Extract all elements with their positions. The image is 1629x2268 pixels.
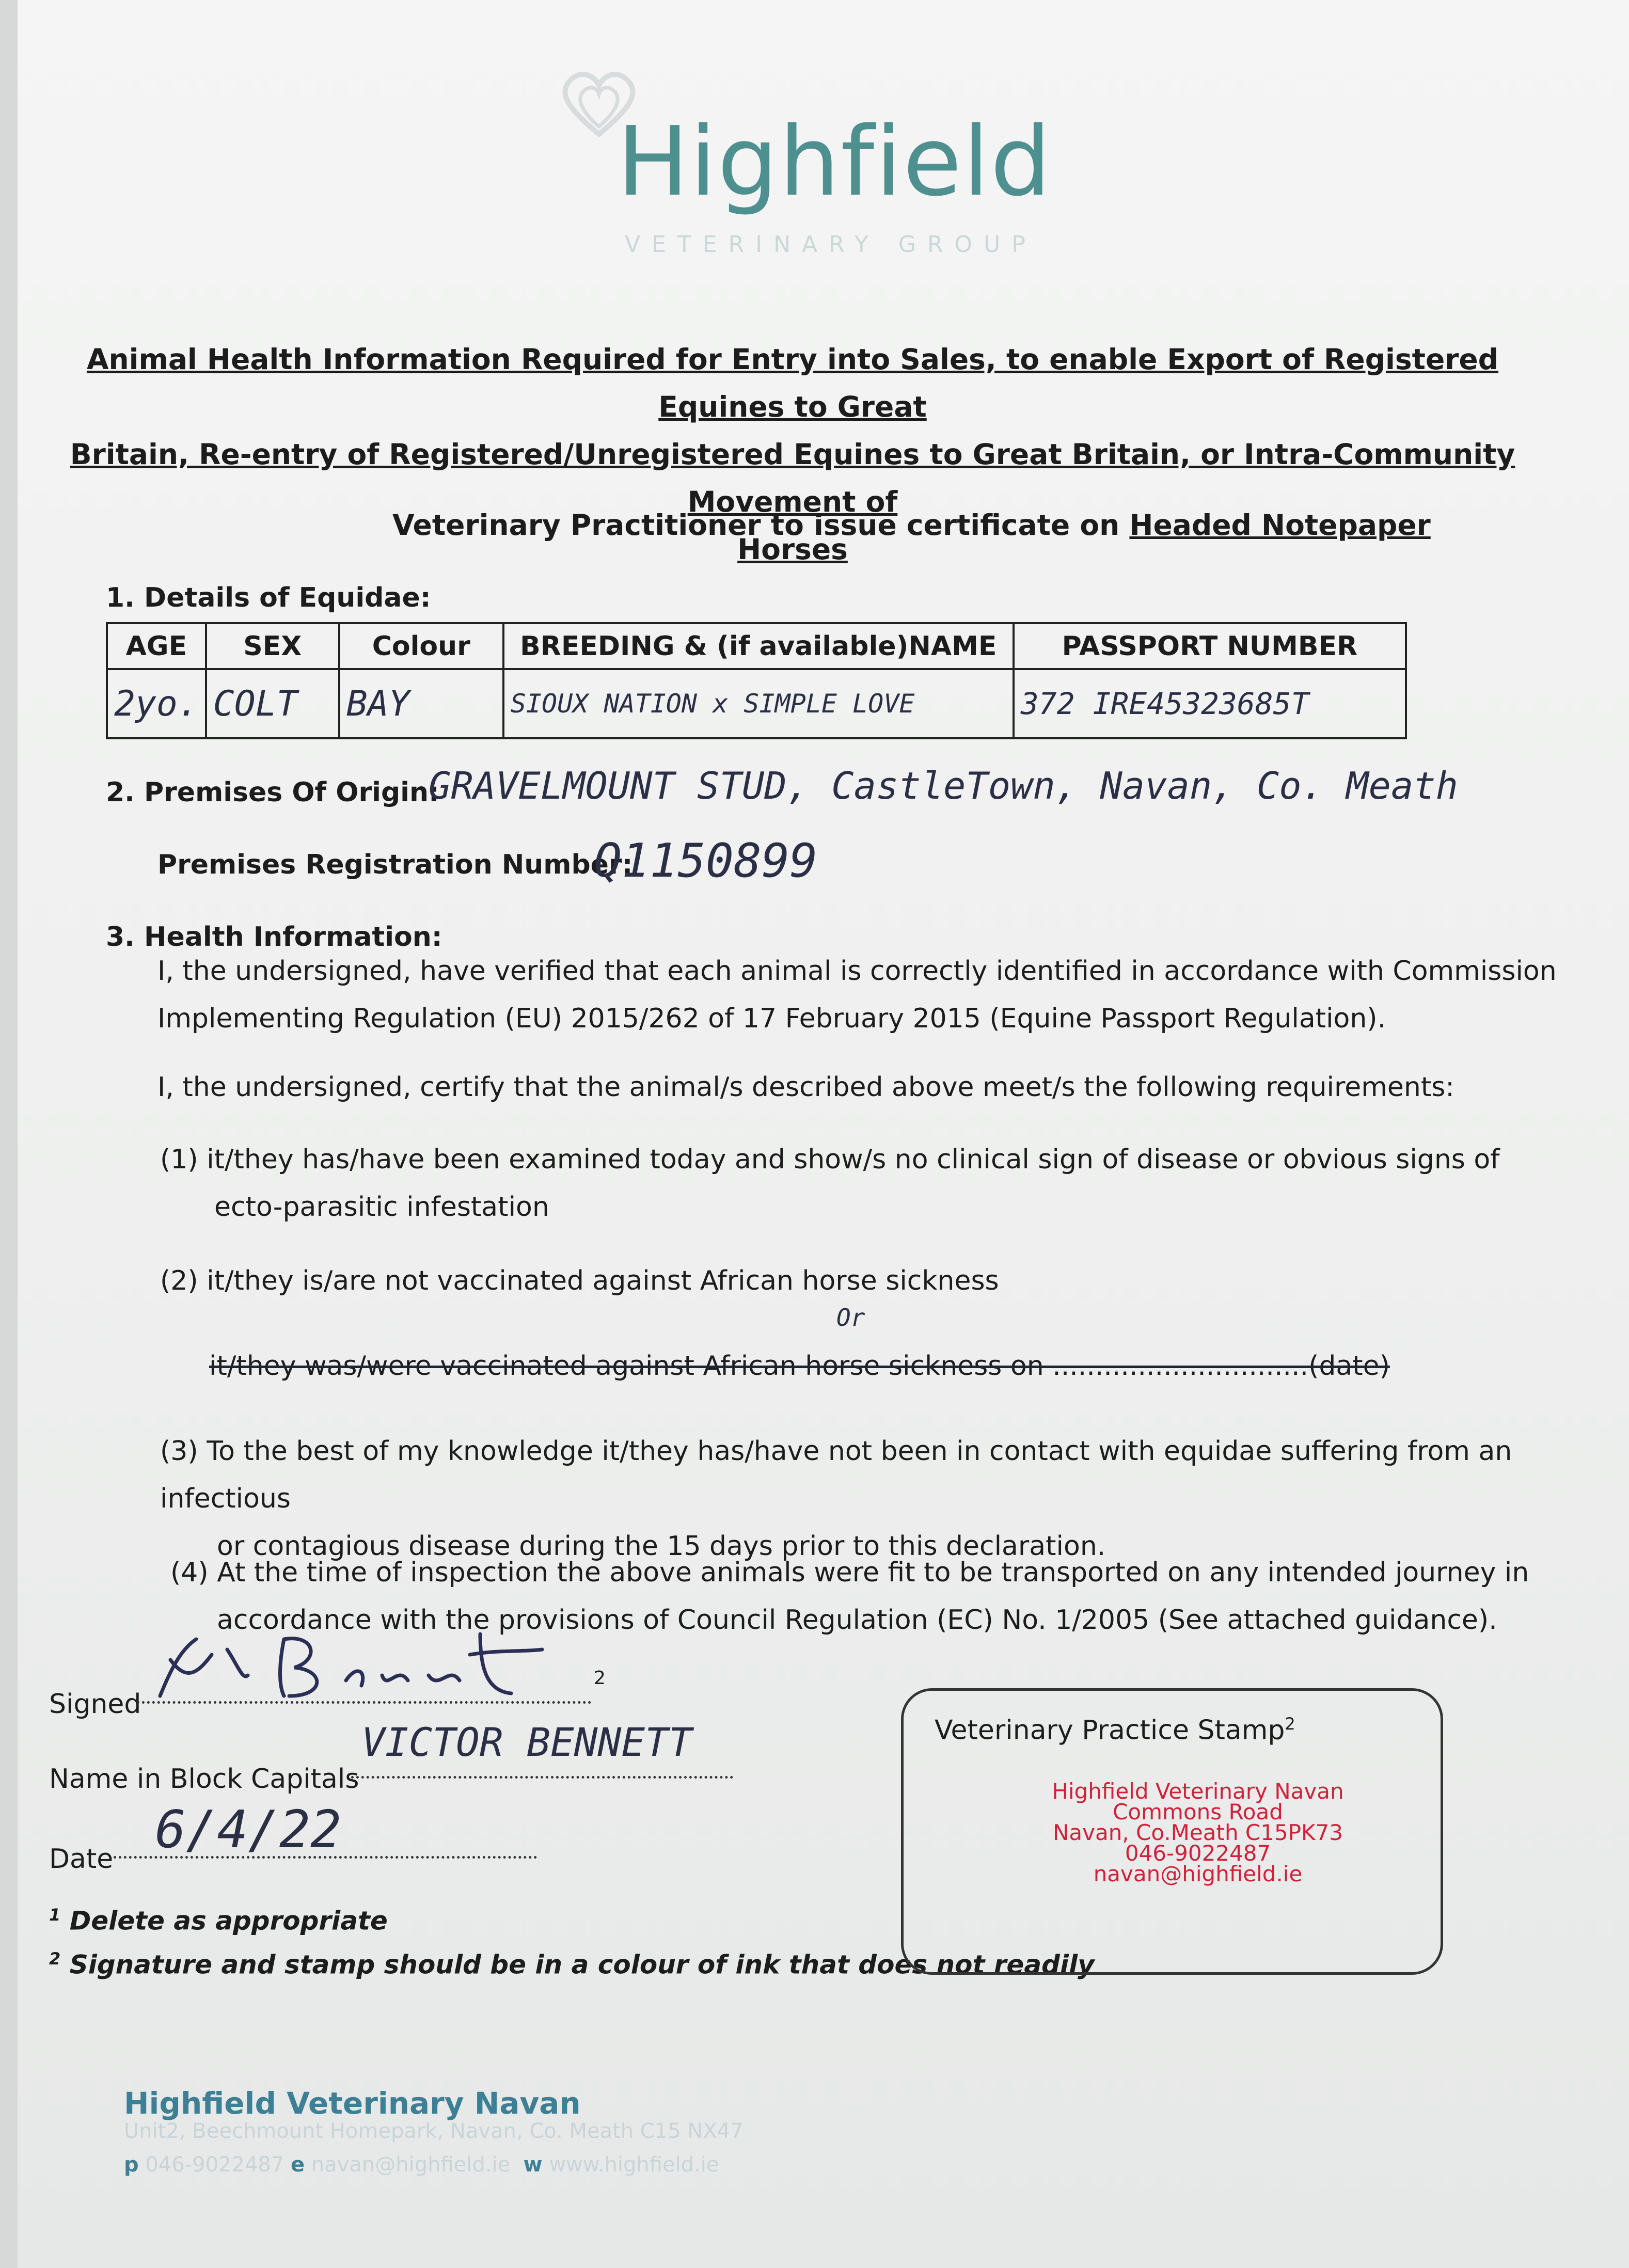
col-breeding-header: BREEDING & (if available)NAME xyxy=(503,623,1014,669)
signed-footnote-ref: 2 xyxy=(594,1668,606,1689)
requirement-line: or contagious disease during the 15 days prior to this declaration. xyxy=(217,1531,1106,1562)
logo-subtitle: VETERINARY GROUP xyxy=(625,231,1037,258)
requirement-line: ecto-parasitic infestation xyxy=(214,1192,549,1223)
instruction-heading xyxy=(392,509,1431,542)
title-line: Britain, Re-entry of Registered/Unregistered Equines to Great Britain, or Intra-Community Movement of xyxy=(70,438,1515,518)
footnote-2-marker: 2 xyxy=(49,1949,61,1969)
verification-paragraph xyxy=(157,947,1557,1042)
registration-label: Premises Registration Number: xyxy=(157,849,633,880)
breeding-cell: SIOUX NATION x SIMPLE LOVE xyxy=(503,669,1014,738)
age-cell: 2yo. xyxy=(107,669,206,738)
section-2-heading: 2. Premises Of Origin: xyxy=(106,777,439,808)
name-label: Name in Block Capitals xyxy=(49,1764,359,1795)
requirement-line xyxy=(160,1136,1500,1183)
paragraph-line: I, the undersigned, have verified that each animal is correctly identified in accordance with Commission xyxy=(157,956,1557,987)
requirement-2-alternative: it/they was/were vaccinated against African horse sickness on ..............................(date) xyxy=(209,1351,1390,1382)
stamp-line: Navan, Co.Meath C15PK73 xyxy=(1052,1820,1343,1845)
stamp-line: 046-9022487 xyxy=(1125,1841,1271,1866)
requirement-line: accordance with the provisions of Council Regulation (EC) No. 1/2005 (See attached guidance). xyxy=(217,1605,1497,1636)
registration-value: Q1150899 xyxy=(594,834,818,888)
title-line: Animal Health Information Required for Entry into Sales, to enable Export of Registered Equines to Great xyxy=(86,343,1499,423)
certify-paragraph: I, the undersigned, certify that the animal/s described above meet/s the following requirements: xyxy=(157,1072,1454,1103)
date-label: Date xyxy=(49,1844,114,1875)
practice-stamp xyxy=(960,1781,1435,1884)
footer-email: navan@highfield.ie xyxy=(311,2153,511,2177)
name-value: VICTOR BENNETT xyxy=(361,1719,692,1765)
requirement-1-text: has/have been examined today and show/s no clinical sign of disease or obvious signs of xyxy=(293,1144,1500,1175)
or-marker: Or xyxy=(836,1304,865,1331)
signature-mark xyxy=(150,1619,599,1711)
footer-address: Unit2, Beechmount Homepark, Navan, Co. Meath C15 NX47 xyxy=(124,2119,744,2143)
equidae-table xyxy=(106,622,1407,739)
table-row xyxy=(107,669,1406,738)
requirement-2: (2) it/they is/are not vaccinated against African horse sickness xyxy=(160,1265,999,1296)
stamp-line: Commons Road xyxy=(1113,1799,1283,1825)
instruction-text: Veterinary Practitioner to issue certificate on xyxy=(392,509,1130,542)
footnote-2-text: Signature and stamp should be in a colour of ink that does not readily xyxy=(69,1949,1095,1980)
col-age-header: AGE xyxy=(107,623,206,669)
requirement-1 xyxy=(160,1136,1500,1231)
stamp-line: Highfield Veterinary Navan xyxy=(1052,1779,1344,1804)
footer-contacts xyxy=(124,2153,719,2177)
col-passport-header: PASSPORT NUMBER xyxy=(1014,623,1406,669)
phone-label: p xyxy=(124,2153,139,2177)
premises-value: GRAVELMOUNT STUD, CastleTown, Navan, Co. Meath xyxy=(429,764,1458,807)
requirement-1-prefix: (1) it/they xyxy=(160,1144,294,1175)
col-sex-header: SEX xyxy=(206,623,339,669)
signed-label: Signed xyxy=(49,1689,141,1720)
footer-practice-name: Highfield Veterinary Navan xyxy=(124,2086,581,2121)
date-value: 6/4/22 xyxy=(155,1799,342,1860)
requirement-line: (4) At the time of inspection the above animals were fit to be transported on any intended journey in xyxy=(170,1557,1529,1588)
footer-web: www.highfield.ie xyxy=(549,2153,719,2177)
stamp-line: navan@highfield.ie xyxy=(1093,1861,1303,1886)
logo-wordmark: Highfield xyxy=(617,106,1052,217)
paragraph-line: Implementing Regulation (EU) 2015/262 of 17 February 2015 (Equine Passport Regulation). xyxy=(157,1003,1386,1034)
instruction-underlined: Headed Notepaper xyxy=(1129,509,1431,542)
table-header-row xyxy=(107,623,1406,669)
footnote-1 xyxy=(49,1905,388,1936)
email-label: e xyxy=(291,2153,305,2177)
footnote-1-text: Delete as appropriate xyxy=(69,1906,388,1936)
title-line: Horses xyxy=(737,533,848,566)
binder-edge xyxy=(0,0,18,2268)
stamp-footnote-ref: 2 xyxy=(1285,1714,1295,1734)
passport-cell: 372 IRE45323685T xyxy=(1014,669,1406,738)
web-label: w xyxy=(523,2153,543,2177)
stamp-title-text: Veterinary Practice Stamp xyxy=(935,1715,1285,1746)
col-colour-header: Colour xyxy=(339,623,503,669)
section-1-heading: 1. Details of Equidae: xyxy=(106,582,431,613)
requirement-line: (3) To the best of my knowledge it/they has/have not been in contact with equidae suffering from an infectious xyxy=(160,1436,1512,1514)
footer-phone: 046-9022487 xyxy=(145,2153,284,2177)
section-3-heading: 3. Health Information: xyxy=(106,922,442,953)
sex-cell: COLT xyxy=(206,669,339,738)
footnote-1-marker: 1 xyxy=(49,1905,61,1925)
colour-cell: BAY xyxy=(339,669,503,738)
stamp-title xyxy=(935,1714,1295,1746)
